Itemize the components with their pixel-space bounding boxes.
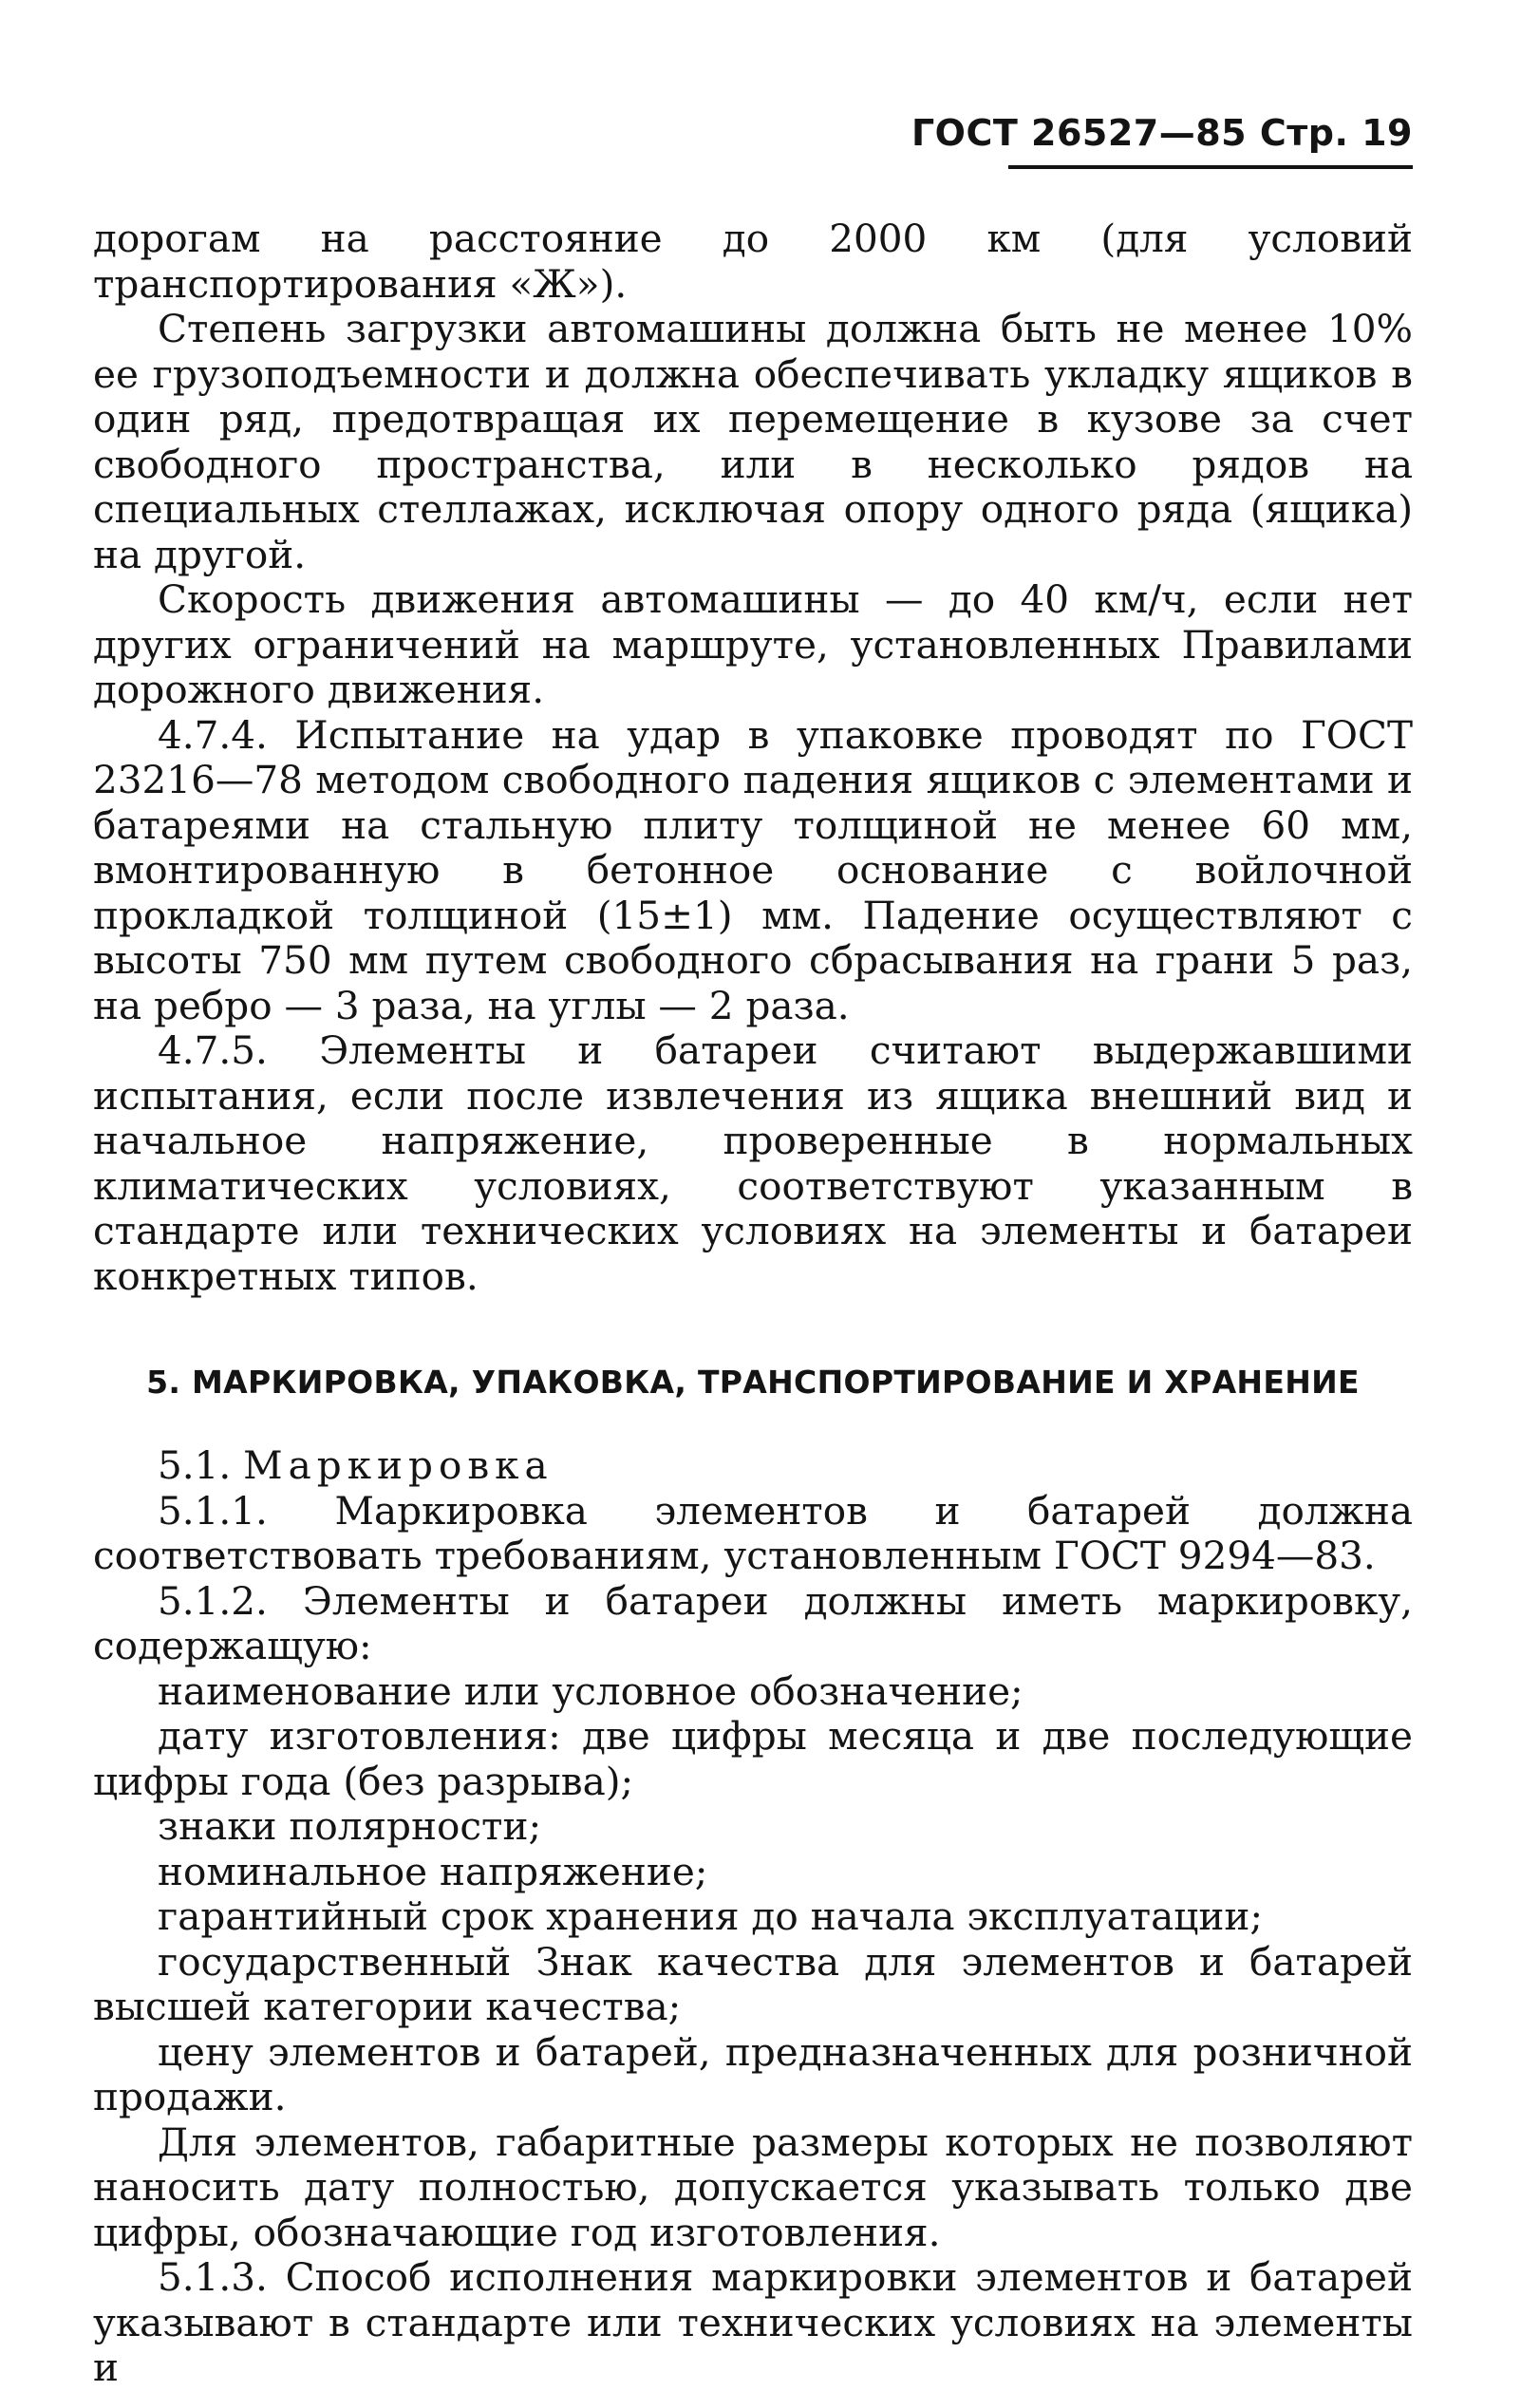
header-rule bbox=[1008, 165, 1413, 169]
subsection-heading bbox=[93, 1443, 1413, 1489]
list-item: номинальное напряжение; bbox=[158, 1848, 708, 1894]
paragraph-continued: дорогам на расстояние до 2000 км (для условий транспортирования «Ж»). bbox=[93, 216, 1413, 307]
section-heading: 5. МАРКИРОВКА, УПАКОВКА, ТРАНСПОРТИРОВАНИЕ И ХРАНЕНИЕ bbox=[146, 1364, 1360, 1401]
doc-reference: ГОСТ 26527—85 bbox=[911, 112, 1248, 154]
paragraph-5-1-3: 5.1.3. Способ исполнения маркировки элементов и батарей указывают в стандарте или технических условиях на элементы и bbox=[93, 2254, 1413, 2390]
list-item: государственный Знак качества для элементов и батарей высшей категории качества; bbox=[93, 1938, 1413, 2029]
paragraph-5-1-1: 5.1.1. Маркировка элементов и батарей должна соответствовать требованиям, установленным ГОСТ 9294—83. bbox=[93, 1487, 1413, 1578]
page-header bbox=[911, 112, 1413, 154]
paragraph-vehicle-load: Степень загрузки автомашины должна быть не менее 10% ее грузоподъемности и должна обеспечивать укладку ящиков в один ряд, предотвращая их перемещение в кузове за счет свободного пространства, или в несколько рядов на специальных стеллажах, исключая опору одного ряда (ящика) на другой. bbox=[93, 306, 1413, 577]
list-item: знаки полярности; bbox=[158, 1803, 542, 1849]
list-item: дату изготовления: две цифры месяца и две последующие цифры года (без разрыва); bbox=[93, 1713, 1413, 1804]
page-number: Стр. 19 bbox=[1259, 112, 1413, 154]
body-text bbox=[93, 217, 1413, 2391]
subsection-title: Маркировка bbox=[243, 1442, 554, 1488]
list-item: гарантийный срок хранения до начала эксплуатации; bbox=[158, 1893, 1263, 1939]
subsection-number: 5.1. bbox=[158, 1442, 232, 1488]
paragraph-date-dimensions: Для элементов, габаритные размеры которых не позволяют наносить дату полностью, допускается указывать только две цифры, обозначающие год изготовления. bbox=[93, 2118, 1413, 2255]
paragraph-4-7-5: 4.7.5. Элементы и батареи считают выдержавшими испытания, если после извлечения из ящика внешний вид и начальное напряжение, проверенные в нормальных климатических условиях, соответствуют указанным в стандарте или технических условиях на элементы и батареи конкретных типов. bbox=[93, 1027, 1413, 1299]
paragraph-4-7-4: 4.7.4. Испытание на удар в упаковке проводят по ГОСТ 23216—78 методом свободного падения ящиков с элементами и батареями на стальную плиту толщиной не менее 60 мм, вмонтированную в бетонное основание с войлочной прокладкой толщиной (15±1) мм. Падение осуществляют с высоты 750 мм путем свободного сбрасывания на грани 5 раз, на ребро — 3 раза, на углы — 2 раза. bbox=[93, 711, 1413, 1028]
list-item: цену элементов и батарей, предназначенных для розничной продажи. bbox=[93, 2028, 1413, 2119]
paragraph-5-1-2: 5.1.2. Элементы и батареи должны иметь маркировку, содержащую: bbox=[93, 1577, 1413, 1668]
paragraph-vehicle-speed: Скорость движения автомашины — до 40 км/ч, если нет других ограничений на маршруте, установленных Правилами дорожного движения. bbox=[93, 576, 1413, 712]
list-item: наименование или условное обозначение; bbox=[158, 1667, 1024, 1714]
